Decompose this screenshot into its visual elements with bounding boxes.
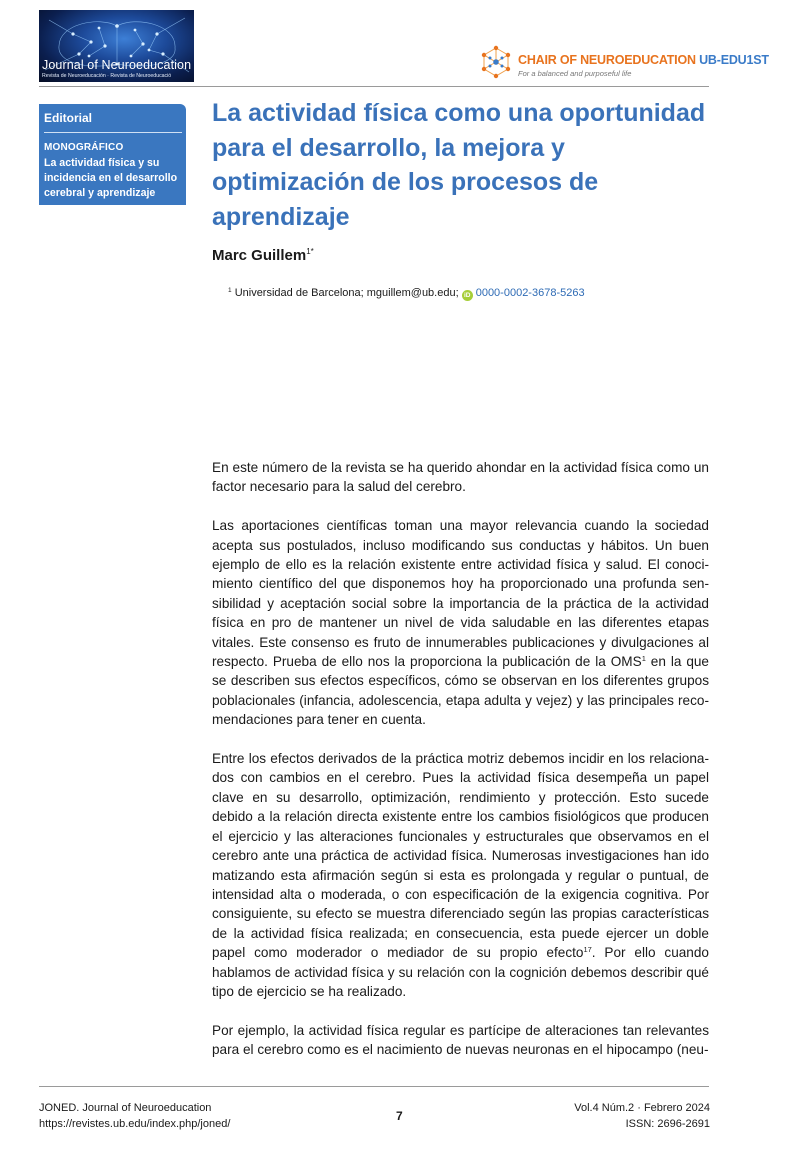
footer-divider <box>39 1086 709 1087</box>
footer-issue: Vol.4 Núm.2 · Febrero 2024 <box>574 1102 710 1114</box>
footer-journal-name: JONED. Journal of Neuroeducation <box>39 1102 212 1114</box>
chair-logo <box>478 44 769 84</box>
paragraph-2-text-a: Las aportaciones científicas toman una mayor relevancia cuando la sociedad acepta sus postulados, incluso modificando sus conductas y hábitos. Un buen ejemplo de ello es la relación existente entre actividad física y salud. El conocimiento científico del que disponemos hoy ha proporcionado una profunda sensibilidad y aceptación social sobre la importancia de la práctica de la actividad física en pro de mantener un nivel de vida saludable en las diferentes etapas vitales. Este consenso es fruto de innumerables publicaciones y divulgaciones al respecto. Prueba de ello nos la proporciona la publicación de la OMS <box>212 518 709 670</box>
section-label: Editorial <box>44 111 93 125</box>
journal-logo-title: Journal of Neuroeducation <box>42 58 192 72</box>
chair-name-primary: CHAIR OF NEUROEDUCATION <box>518 53 696 67</box>
author-name: Marc Guillem <box>212 247 307 264</box>
citation-superscript[interactable]: 17 <box>583 945 592 955</box>
chair-name-secondary: UB-EDU1ST <box>699 53 769 67</box>
chair-name <box>518 53 769 67</box>
paragraph-3-text-b: . Por ello cuando hablamos de actividad física y su relación con la cognición debemos describir qué tipo de ejercicio se ha realizado. <box>212 945 709 999</box>
monograph-label: MONOGRÁFICO <box>44 142 124 153</box>
monograph-title: La actividad física y su incidencia en el desarrollo cerebral y aprendizaje <box>44 157 178 199</box>
footer-issn: ISSN: 2696-2691 <box>625 1118 710 1130</box>
molecule-network-icon <box>478 44 514 80</box>
orcid-icon: iD <box>462 290 473 301</box>
paragraph-3-text-a: Entre los efectos derivados de la práctica motriz debemos incidir en los relacionados con cambios en el cerebro. Pues la actividad física desempeña un papel clave en su desarrollo, optimización, rendimiento y protección. Esto sucede debido a la relación directa existente entre los cambios fisiológicos que producen el ejercicio y las alteraciones funcionales y estructurales que observamos en el cerebro ante una práctica de actividad física. Numerosas investigaciones han ido matizando esta afirmación según si esta es prolongada y regular o puntual, de intensidad alta o moderada, o con especificación de la exigencia cognitiva. Por consiguiente, su efecto se muestra diferenciado según las propias características de la actividad física realizada; en consecuencia, esta puede ejercer un doble papel como moderador o mediador de su propio efecto <box>212 751 709 961</box>
paragraph-3 <box>212 749 709 1001</box>
journal-logo <box>39 10 194 82</box>
affiliation-superscript: 1 <box>228 287 232 294</box>
header-divider <box>39 86 709 87</box>
sidebar-divider <box>44 132 182 133</box>
affiliation-text: Universidad de Barcelona; mguillem@ub.edu; <box>234 287 459 299</box>
paragraph-2-text-b: en la que se describen sus efectos específicos, cómo se observan en los diferentes grupos poblacionales (infancia, adolescencia, etapa adulta y vejez) y las principales recomendaciones para tener en cuenta. <box>212 654 709 728</box>
affiliation-line <box>228 287 585 301</box>
paragraph-4: Por ejemplo, la actividad física regular es partícipe de alteraciones tan relevantes para el cerebro como es el nacimiento de nuevas neuronas en el hipocampo (neu- <box>212 1022 709 1058</box>
article-title: La actividad física como una oportunidad para el desarrollo, la mejora y optimización de los procesos de aprendizaje <box>212 99 706 231</box>
citation-superscript[interactable]: 1 <box>641 654 646 664</box>
paragraph-1: En este número de la revista se ha querido ahondar en la actividad física como un factor necesario para la salud del cerebro. <box>212 460 709 495</box>
footer-url[interactable]: https://revistes.ub.edu/index.php/joned/ <box>39 1118 231 1130</box>
journal-logo-subtitle: Revista de Neuroeducación · Revista de Neuroeducació <box>42 73 172 79</box>
author-line <box>212 247 314 264</box>
section-sidebar <box>39 104 186 205</box>
article-body <box>212 458 709 1079</box>
chair-tagline: For a balanced and purposeful life <box>518 69 632 78</box>
page-number: 7 <box>396 1109 403 1123</box>
orcid-link[interactable]: 0000-0002-3678-5263 <box>475 287 585 299</box>
author-superscript: 1* <box>306 247 314 256</box>
paragraph-2 <box>212 516 709 729</box>
